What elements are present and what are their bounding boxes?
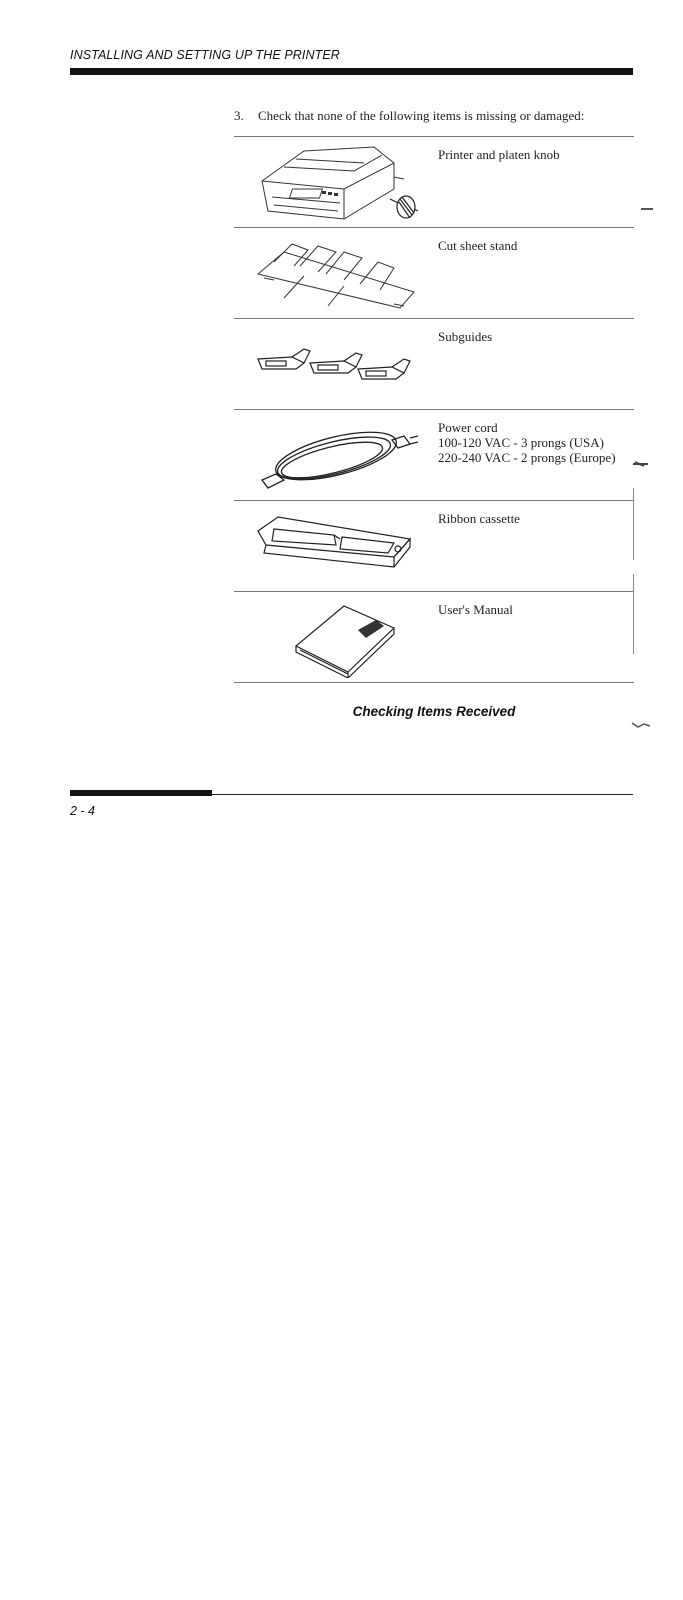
list-item bbox=[234, 501, 634, 591]
step-text: Check that none of the following items is missing or damaged: bbox=[258, 108, 585, 123]
list-item bbox=[234, 592, 634, 682]
ribbon-cassette-illustration bbox=[244, 505, 424, 587]
users-manual-illustration bbox=[244, 596, 424, 678]
item-divider bbox=[234, 682, 634, 683]
list-item bbox=[234, 319, 634, 409]
item-label bbox=[438, 238, 634, 253]
running-header: INSTALLING AND SETTING UP THE PRINTER bbox=[70, 48, 340, 62]
item-label-line: 100-120 VAC - 3 prongs (USA) bbox=[438, 435, 604, 450]
item-label bbox=[438, 147, 634, 162]
power-cord-illustration bbox=[244, 414, 424, 496]
margin-mark bbox=[633, 488, 634, 560]
list-item bbox=[234, 137, 634, 227]
item-label bbox=[438, 329, 634, 344]
subguides-illustration bbox=[244, 323, 424, 405]
footer-rule-thin bbox=[212, 794, 633, 795]
scan-smudge bbox=[630, 720, 652, 730]
item-label-line: 220-240 VAC - 2 prongs (Europe) bbox=[438, 450, 616, 465]
step-number: 3. bbox=[234, 108, 244, 123]
list-item bbox=[234, 410, 634, 500]
scan-smudge bbox=[632, 460, 650, 468]
figure-caption: Checking Items Received bbox=[352, 704, 516, 719]
list-item bbox=[234, 228, 634, 318]
item-label bbox=[438, 420, 634, 465]
intro-step bbox=[234, 108, 634, 124]
item-label bbox=[438, 602, 634, 617]
printer-illustration bbox=[244, 141, 424, 223]
item-label-line: User's Manual bbox=[438, 602, 513, 617]
items-list bbox=[234, 136, 634, 683]
item-label bbox=[438, 511, 634, 526]
page-number: 2 - 4 bbox=[70, 804, 96, 818]
header-rule bbox=[70, 68, 633, 75]
item-label-line: Ribbon cassette bbox=[438, 511, 520, 526]
cut-sheet-stand-illustration bbox=[244, 232, 424, 314]
scan-smudge bbox=[640, 206, 654, 212]
item-label-line: Subguides bbox=[438, 329, 493, 344]
footer-rule-thick bbox=[70, 790, 212, 796]
item-label-line: Printer and platen knob bbox=[438, 147, 560, 162]
item-label-line: Power cord bbox=[438, 420, 498, 435]
margin-mark bbox=[633, 574, 634, 654]
item-label-line: Cut sheet stand bbox=[438, 238, 518, 253]
